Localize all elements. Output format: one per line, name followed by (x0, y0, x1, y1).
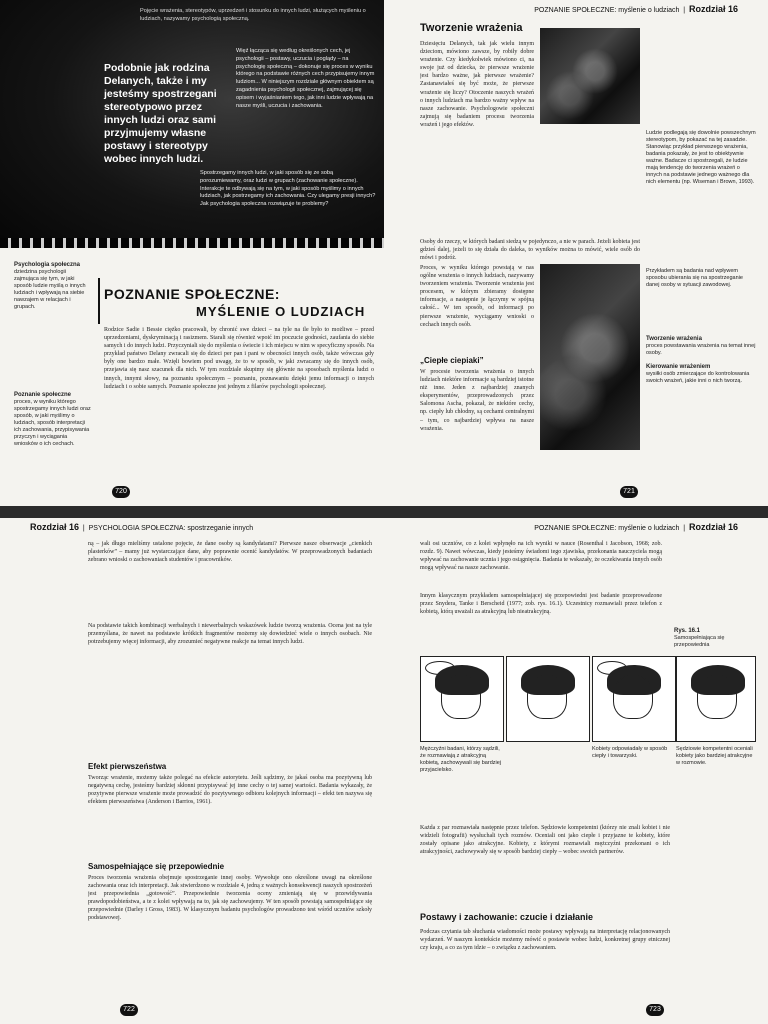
figure-face (613, 675, 653, 719)
sidebar-definition-social-psychology: Psychologia społeczna dziedzina psychologii zajmująca się tym, w jaki sposób ludzie myślą o innych ludziach i wpływają na siebie nawzajem w relacjach i grupach. (14, 262, 86, 310)
heading-attitudes: Postawy i zachowanie: czucie i działanie (420, 912, 594, 922)
column-text-1: Dziesięciu Delanych, tak jak wielu innym dzieciom, mówiono zawsze, by robiły dobre wrażenie. Czy kiedykolwiek mówiono ci, na swoje już od dziecka, że pierwsze wrażenie jest bardzo ważne, jak pierwsze wrażenie? Zastanawiałeś się być może, że pierwsze wrażenie się liczy? Otoczenie naszych wrażeń o innych ludziach ma bardzo ważny wpływ na nasze zachowanie. Psychologowie społeczni zajmują się badaniem procesu tworzenia wrażeń i jego efektów. (420, 41, 534, 128)
figure-face (441, 675, 481, 719)
page-723 (384, 518, 768, 1024)
hero-intro-text: Pojęcie wrażenia, stereotypów, uprzedzeń i stosunku do innych ludzi, służących myśleniu o ludziach, nazywamy psychologią społeczną. (140, 8, 366, 22)
page-number: 723 (646, 1004, 664, 1016)
section-text-self-fulfilling: Proces tworzenia wrażenia obejmuje spostrzeganie innej osoby. Wywołuje ono określone uwagi na określone zachowania oraz ich interpretacji. Jak stwierdzono w rozdziale 4, jedną z ważnych konsekwencji naszych spostrzeżeń jest przepowiednia „gotowość”. Przepowiednie tworzenia oceny zmieniają się w przewidywania prawdopodobieństwa, a te z kolei wpływają na to, jak się zachowujemy. W ten sposób powstają samospełniające się przepowiednie (Darley i Gross, 1983). W klasycznym badaniu psychologów prowadzono test wśród uczniów szkoły podstawowej. (88, 875, 372, 922)
figure-face (697, 675, 737, 719)
column-text-3: W procesie tworzenia wrażenia o innych ludziach niektóre informacje są bardziej istotne niż inne. Jeden z najbardziej znanych eksperymentów, przeprowadzonych przez Salomona Ascha, pokazał, że niektóre cechy, np. ciepły lub chłodny, są cechami centralnymi – tym, co najbardziej wpływa na nasze wrażenia. (420, 369, 534, 432)
page-number: 722 (120, 1004, 138, 1016)
film-strip-divider (0, 238, 384, 248)
section-subtitle: MYŚLENIE O LUDZIACH (196, 304, 366, 319)
running-head: POZNANIE SPOŁECZNE: myślenie o ludziach | Rozdział 16 (534, 4, 738, 14)
heading-self-fulfilling: Samospełniające się przepowiednie (88, 862, 225, 871)
hero-body-text-2: Spostrzegamy innych ludzi, w jaki sposób się ze sobą porozumiewamy, oraz ludzi w grupach (zachowanie społeczne). Interakcje te odbywają się na tym, w jaki sposób myślimy o innych ludziach, jak postrzegamy ich zachowania. Czy ulegamy presji innych? Jak psychologia społeczna rozwiązuje te problemy? (200, 170, 376, 208)
sidebar-definition-social-cognition: Poznanie społeczne proces, w wyniku którego spostrzegamy innych ludzi oraz sposób, w jaki myślimy o ludziach, sposób interpretacji ich zachowania, przypisywania przyczyn i wyciągania wniosków o ich cechach. (14, 392, 91, 447)
heading-primacy-effect: Efekt pierwszeństwa (88, 762, 167, 771)
comic-panel-3 (592, 656, 676, 742)
body-text: Rodzice Sadie i Bessie ciężko pracowali, by chronić swe dzieci – na tyle na ile było to możliwe – przed uprzedzeniami, dyskryminacją i rasizmem. Starali się również wpoić im poczucie godności, zaufania do siebie samych i do innych ludzi. Przyczyniali się do myślenia o świecie i ich miejscu w nim w specyficzny sposób. Na przykład państwo Delany zwracali się do dzieci per pan i pani w obecności innych osób, także wówczas gdy były one bardzo małe. Wzięli bowiem pod uwagę, że to w sposób, w jaki zwracamy się do innych osób, przejawia się nasz szacunek dla nich. W tym rozdziale skupimy się głównie na sposobach myślenia ludzi o innych, innymi słowy, na poznaniu społecznym – poznaniu, poznawaniu dzięki jemu informacji o innych ludziach i o sobie samych. Poznanie społeczne jest jednym z filarów psychologii społecznej. (104, 327, 374, 390)
figure-caption-2: Kobiety odpowiadały w sposób ciepły i towarzyski. (592, 746, 668, 759)
comic-panel-4 (676, 656, 756, 742)
page-number: 721 (620, 486, 638, 498)
intro-text-2: Na podstawie takich kombinacji werbalnych i niewerbalnych wskazówek ludzie tworzą wrażenia. Ocena jest na tyle przemyślana, że nawet na podstawie krótkich fragmentów możemy się dowiedzieć wiele o innych osobach. Nie potrzebujemy więcej informacji, aby zrozumieć negatywne reakcje na temat innych ludzi. (88, 623, 372, 646)
page-720 (0, 0, 384, 506)
wide-paragraph: Osoby do rzeczy, w których badani siedzą w pojedynczo, a nie w parach. Jeżeli kobieta jest gdzieś dalej, jeżeli to się działa do daleka, to wyników można to mówić, wiele osób do mówi i podróż. (420, 239, 640, 262)
top-text-2: Innym klasycznym przykładem samospełniającej się przepowiedni jest badanie przeprowadzone przez Snydera, Tanke i Berscheid (1977; zob. rys. 16.1). Uczestnicy rozmawiali przez telefon z kobietą, którą uważali za atrakcyjną lub nieatrakcyjną. (420, 593, 662, 616)
heading-thin-slices: „Ciepłe ciepiaki” (420, 356, 484, 365)
page-number: 720 (112, 486, 130, 498)
photo-man-portrait (540, 264, 640, 450)
comic-panel-1 (420, 656, 504, 742)
photo-caption-2: Przykładem są badania nad wpływem sposobu ubierania się na spostrzeganie danej osoby w sytuacji zawodowej. (646, 268, 743, 288)
page-721 (384, 0, 768, 506)
comic-panel-2 (506, 656, 590, 742)
running-head: Rozdział 16 | PSYCHOLOGIA SPOŁECZNA: spostrzeganie innych (30, 522, 254, 532)
top-text: wali osi uczniów, co z kolei wpłynęło na ich wyniki w nauce (Rosenthal i Jacobson, 1968; zob. rozdz. 9). Nawet wówczas, kiedy jesteśmy świadomi tego zjawiska, przekonania nauczyciela mogą wpływać na zachowanie ucznia i jego osiągnięcia. Badania te wskazały, że oczekiwania innych osób mogą wpływać na nasze zachowanie. (420, 541, 662, 572)
title-rule (98, 278, 100, 324)
chapter-opener-photo (0, 0, 384, 248)
heading-impression-formation: Tworzenie wrażenia (420, 22, 523, 34)
running-head: POZNANIE SPOŁECZNE: myślenie o ludziach | Rozdział 16 (534, 522, 738, 532)
hero-body-text: Więź łącząca się według określonych cech, jej psychologii – postawy, uczucia i poglądy – na psychologię społeczną – dokonuje się proces w wyniku którego na podstawie różnych cech przypisujemy innym ludziom... W niniejszym rozdziale głównym obiektem są zagadnienia psychologii społecznej, zajmującej się opisem i wyjaśnianiem tego, jak inni ludzie wpływają na nasze myśli, uczucia i zachowania. (236, 48, 375, 109)
photo-caption-1: Ludzie podlegają się dowolnie powszechnym stereotypom, by pokazać na tej zasadzie. Stanowiąc przykład pierwszego wrażenia, badania pokazały, że jest to obiektywnie ważne. Badacze ci spostrzegali, że ludzie mają tendencję do tworzenia wrażeń o innych na podstawie jednego ważnego dla nich elementu (np. Wiseman i Brown, 1993). (646, 130, 756, 185)
bottom-text: Podczas czytania tab słuchania wiadomości może postawy wpływają na interpretację relacjonowanych wydarzeń. W naszym kontekście możemy mówić o postawie wobec ludzi, konkretnej grupy etnicznej czy kraju, a co za tym idzie – o związku z zachowaniem. (420, 929, 670, 952)
photo-two-people (540, 28, 640, 124)
section-title: POZNANIE SPOŁECZNE: (104, 286, 280, 302)
figure-caption-1: Mężczyźni badani, którzy sądzili, że rozmawiają z atrakcyjną kobietą, zachowywali się bardziej przyjacielsko. (420, 746, 502, 773)
hero-pull-quote: Podobnie jak rodzina Delanych, także i my jesteśmy spostrzegani stereotypowo przez innych ludzi oraz sami przyjmujemy własne postawy i stereotypy wobec innych ludzi. (104, 62, 217, 165)
margin-term-impression-management: Kierowanie wrażeniem wysiłki osób zmierzające do kontrolowania swoich wrażeń, jakie inni o nich tworzą. (646, 364, 750, 384)
figure-caption-3: Sędziowie kompetentni oceniali kobiety jako bardziej atrakcyjne w rozmowie. (676, 746, 753, 766)
figure-face (527, 675, 567, 719)
column-text-2: Proces, w wyniku którego powstają w nas ogólne wrażenia o innych ludziach, nazywamy tworzeniem wrażenia. Tworzenie wrażenia jest procesem, w którym zbieramy dostępne informacje, a następnie je łączymy w spójną całość... W ten sposób, od informacji po pierwsze wrażenie, wyciągamy wnioski o cechach innych osób. (420, 265, 534, 328)
page-722 (0, 518, 384, 1024)
margin-term-impression-formation: Tworzenie wrażenia proces powstawania wrażenia na temat innej osoby. (646, 336, 756, 356)
section-text-primacy: Tworząc wrażenie, możemy także polegać na efekcie autorytetu. Jeśli sądzimy, że jakaś osoba ma pozytywną lub negatywną cechę, jesteśmy bardziej skłonni przypisywać jej inne cechy o tej samej wartości. Badania wykazały, że pozytywne pierwsze wrażenie może prowadzić do pozytywnego odbioru kolejnych informacji – efekt ten nazywa się efektem pierwszeństwa (Anderson i Barrios, 1961). (88, 775, 372, 806)
middle-text: Każda z par rozmawiała następnie przez telefon. Sędziowie kompetentni (którzy nie znali kobiet i nie widzieli fotografii) wysłuchali tych rozmów. Oceniali oni jako ciepłe i przyjazne te kobiety, które zostały opisane jako atrakcyjne. Kobiety, z którymi rozmawiali mężczyźni przekonani o ich atrakcyjności, zachowywały się w sposób bardziej ciepły – wobec swoich partnerów. (420, 825, 670, 856)
figure-label: Rys. 16.1 Samospełniająca się przepowiednia (674, 628, 725, 648)
intro-text: ną – jak długo mieliśmy ustalone pojęcie, że dane osoby są kandydatami? Pierwsze nasze obserwacje „cienkich plasterków” – mamy już wystarczające dane, aby poprawnie ocenić kandydatów. W przeprowadzonych badaniach zebrano wnioski o zachowaniach studentów i pracowników. (88, 541, 372, 564)
